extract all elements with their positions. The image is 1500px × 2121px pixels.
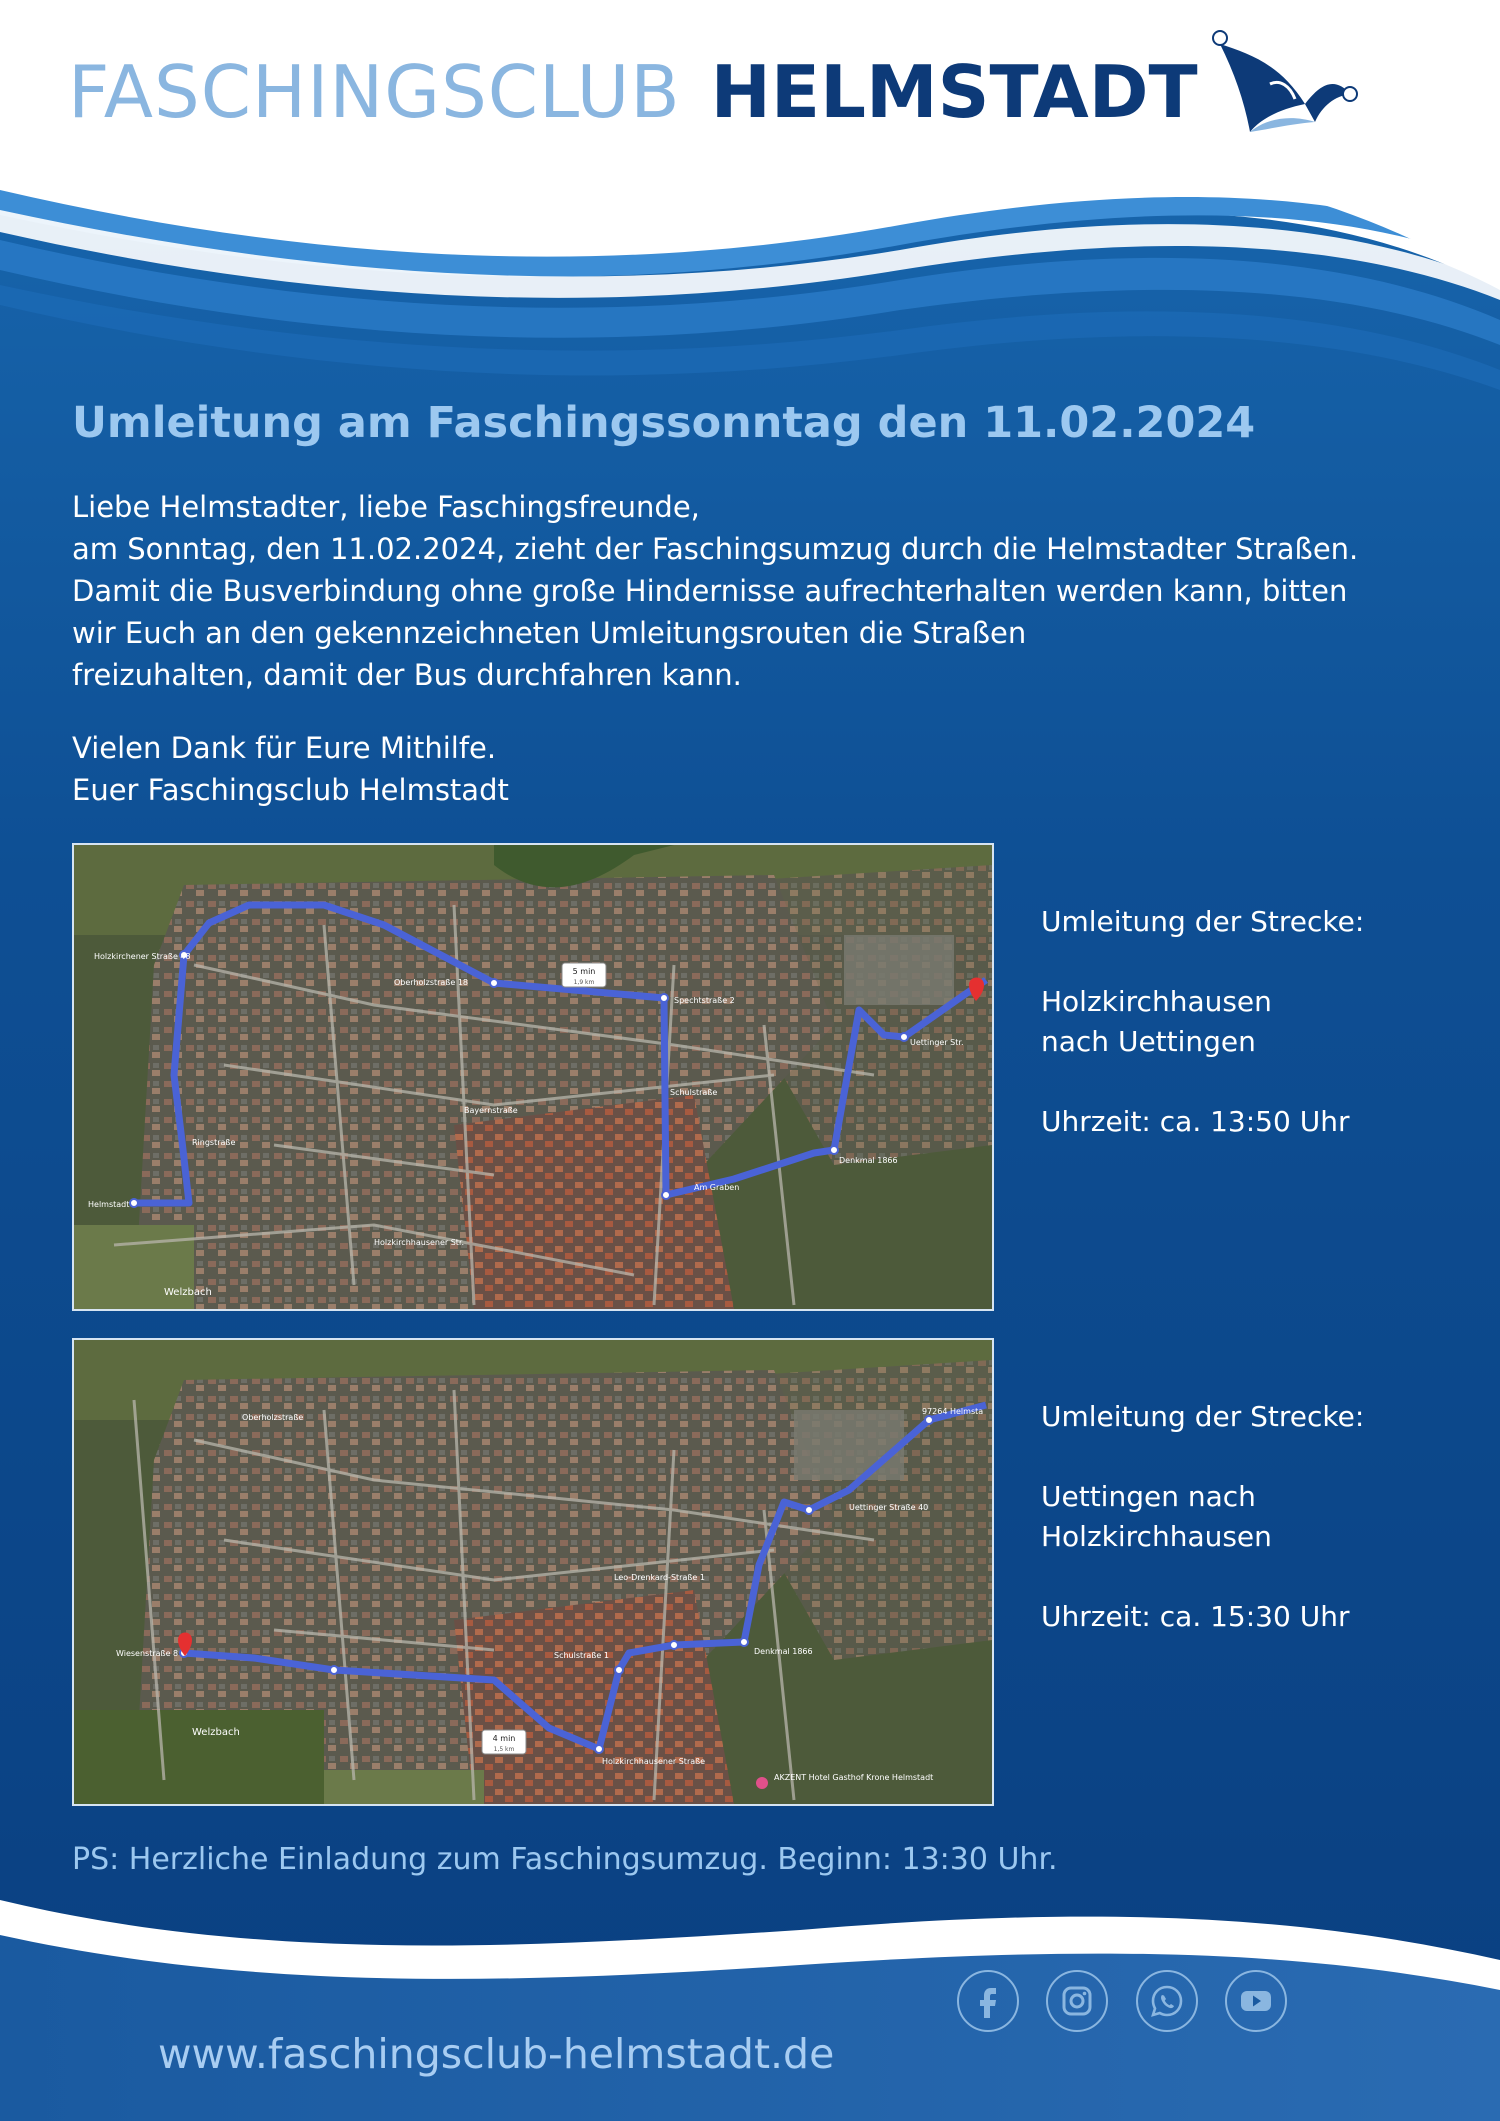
route-heading: Umleitung der Strecke: bbox=[1041, 905, 1365, 938]
map-label: Holzkirchhausener Str. bbox=[374, 1238, 465, 1247]
map-label: Denkmal 1866 bbox=[839, 1156, 898, 1165]
route-duration: 5 min bbox=[572, 967, 596, 976]
map-label: Oberholzstraße 18 bbox=[394, 978, 469, 987]
ps-note: PS: Herzliche Einladung zum Faschingsumzug. Beginn: 13:30 Uhr. bbox=[72, 1842, 1058, 1877]
map-label: AKZENT Hotel Gasthof Krone Helmstadt bbox=[774, 1773, 934, 1782]
whatsapp-icon[interactable] bbox=[1136, 1970, 1198, 2032]
intro-line: freizuhalten, damit der Bus durchfahren kann. bbox=[72, 658, 742, 692]
facebook-icon[interactable] bbox=[957, 1970, 1019, 2032]
thanks-line: Vielen Dank für Eure Mithilfe. bbox=[72, 731, 497, 765]
route-duration: 4 min bbox=[492, 1734, 516, 1743]
map-label: Welzbach bbox=[192, 1727, 240, 1738]
jester-hat-icon bbox=[1210, 24, 1360, 134]
route-line: nach Uettingen bbox=[1041, 1025, 1256, 1058]
map-label: Uettinger Straße 40 bbox=[849, 1503, 929, 1512]
route-heading: Umleitung der Strecke: bbox=[1041, 1400, 1365, 1433]
intro-line: wir Euch an den gekennzeichneten Umleitungsrouten die Straßen bbox=[72, 616, 1027, 650]
thanks-paragraph bbox=[72, 727, 1442, 811]
intro-line: Liebe Helmstadter, liebe Faschingsfreunde, bbox=[72, 490, 700, 524]
youtube-icon[interactable] bbox=[1225, 1970, 1287, 2032]
website-link[interactable]: www.faschingsclub-helmstadt.de bbox=[158, 2030, 835, 2078]
map-label: Oberholzstraße bbox=[242, 1413, 304, 1422]
club-name-bold: HELMSTADT bbox=[710, 50, 1198, 134]
route-time: Uhrzeit: ca. 13:50 Uhr bbox=[1041, 1105, 1350, 1138]
hotel-marker-icon bbox=[756, 1777, 768, 1789]
route-map-1 bbox=[72, 843, 994, 1311]
map-label: Spechtstraße 2 bbox=[674, 996, 735, 1005]
map-label: Helmstadt bbox=[88, 1200, 130, 1209]
map-label: Am Graben bbox=[694, 1183, 740, 1192]
notice-title: Umleitung am Faschingssonntag den 11.02.2024 bbox=[72, 398, 1256, 448]
map-label: Schulstraße bbox=[670, 1088, 718, 1097]
route-line: Holzkirchhausen bbox=[1041, 1520, 1272, 1553]
map-label: Denkmal 1866 bbox=[754, 1647, 813, 1656]
map-label: Ringstraße bbox=[192, 1138, 236, 1147]
route-line: Holzkirchhausen bbox=[1041, 985, 1272, 1018]
map-label: Schulstraße 1 bbox=[554, 1651, 609, 1660]
intro-paragraph bbox=[72, 486, 1442, 696]
map-label: Holzkirchhausener Straße bbox=[602, 1757, 706, 1766]
route-distance: 1,5 km bbox=[493, 1746, 515, 1753]
map-label: Uettinger Str. bbox=[910, 1038, 964, 1047]
route-distance: 1,9 km bbox=[573, 979, 595, 986]
instagram-icon[interactable] bbox=[1046, 1970, 1108, 2032]
map-label: Leo-Drenkard-Straße 1 bbox=[614, 1573, 705, 1582]
club-name-light: FASCHINGSCLUB bbox=[68, 50, 681, 134]
route-time: Uhrzeit: ca. 15:30 Uhr bbox=[1041, 1600, 1350, 1633]
map-label: Welzbach bbox=[164, 1287, 212, 1298]
route-info-2 bbox=[1041, 1397, 1364, 1637]
route-line: Uettingen nach bbox=[1041, 1480, 1256, 1513]
route-info-1 bbox=[1041, 902, 1364, 1142]
map-label: Wiesenstraße 8 bbox=[116, 1649, 179, 1658]
intro-line: Damit die Busverbindung ohne große Hindernisse aufrechterhalten werden kann, bitten bbox=[72, 574, 1348, 608]
intro-line: am Sonntag, den 11.02.2024, zieht der Faschingsumzug durch die Helmstadter Straßen. bbox=[72, 532, 1359, 566]
thanks-line: Euer Faschingsclub Helmstadt bbox=[72, 773, 509, 807]
route-map-2 bbox=[72, 1338, 994, 1806]
map-label: Bayernstraße bbox=[464, 1106, 518, 1115]
map-label: 97264 Helmsta bbox=[922, 1407, 984, 1416]
header-title bbox=[68, 50, 1198, 140]
map-label: Holzkirchener Straße 48 bbox=[94, 952, 191, 961]
